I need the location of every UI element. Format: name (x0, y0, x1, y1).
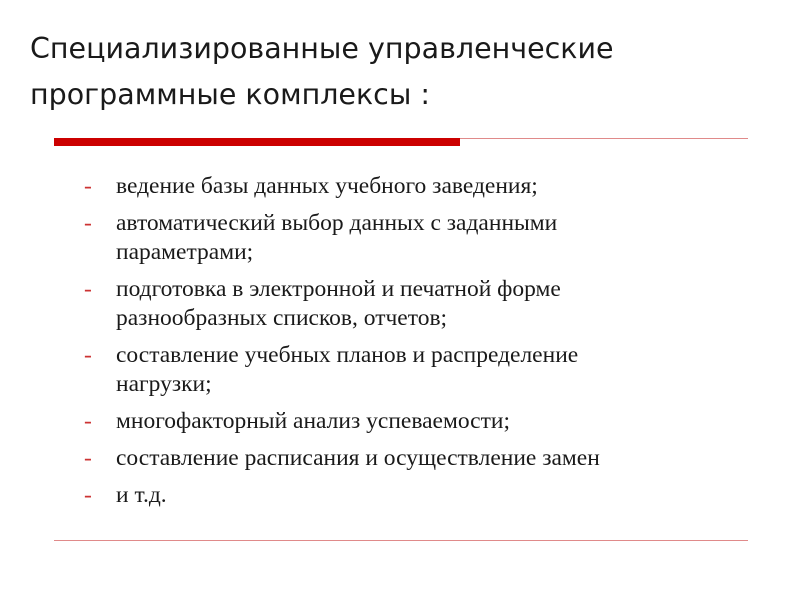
bullet-list (84, 172, 784, 518)
list-item-text: автоматический выбор данных с заданными (116, 210, 558, 236)
list-item-text: составление расписания и осуществление замен (116, 445, 600, 471)
list-item (84, 275, 784, 333)
list-item (84, 209, 784, 267)
bullet-dash-icon: - (84, 408, 92, 434)
title-divider-thick (54, 138, 460, 146)
list-item-text: подготовка в электронной и печатной форме (116, 276, 561, 302)
list-item-text-continued: параметрами; (116, 239, 254, 265)
slide-title (30, 26, 790, 118)
title-divider-thin (460, 138, 748, 139)
title-line-1: Специализированные управленческие (30, 32, 614, 65)
bullet-dash-icon: - (84, 482, 92, 508)
list-item-text: и т.д. (116, 482, 167, 508)
list-item-text: ведение базы данных учебного заведения; (116, 173, 538, 199)
list-item-text: составление учебных планов и распределение (116, 342, 579, 368)
bullet-dash-icon: - (84, 210, 92, 236)
title-line-2: программные комплексы : (30, 78, 431, 111)
list-item (84, 444, 784, 473)
bullet-dash-icon: - (84, 445, 92, 471)
bottom-divider (54, 540, 748, 541)
bullet-dash-icon: - (84, 173, 92, 199)
bullet-dash-icon: - (84, 276, 92, 302)
list-item (84, 172, 784, 201)
list-item (84, 481, 784, 510)
bullet-dash-icon: - (84, 342, 92, 368)
list-item-text-continued: разнообразных списков, отчетов; (116, 305, 448, 331)
list-item-text: многофакторный анализ успеваемости; (116, 408, 510, 434)
list-item (84, 407, 784, 436)
list-item (84, 341, 784, 399)
list-item-text-continued: нагрузки; (116, 371, 212, 397)
